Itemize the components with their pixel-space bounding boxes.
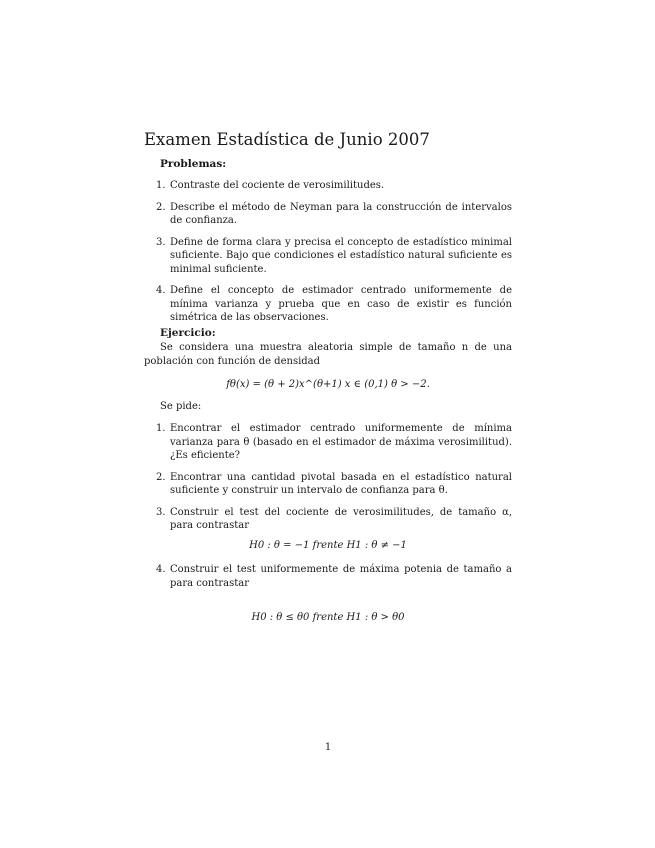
ejercicio-list-a (144, 422, 512, 533)
ejercicio-list-b (144, 563, 512, 590)
list-item: 4. Construir el test uniformemente de máxima potenia de tamaño a para contrastar (156, 564, 512, 589)
ejercicio-intro: Se considera una muestra aleatoria simple de tamaño n de una población con función de densidad (144, 342, 512, 367)
page-number: 1 (324, 742, 332, 753)
list-item: 4. Define el concepto de estimador centrado uniformemente de mínima varianza y prueba que en caso de existir es función simétrica de las observaciones. (156, 285, 512, 323)
se-pide: Se pide: (160, 401, 202, 412)
density-formula: fθ(x) = (θ + 2)x^(θ+1) x ∈ (0,1) θ > −2. (226, 379, 430, 390)
page-title: Examen Estadística de Junio 2007 (144, 130, 430, 149)
list-item: 2. Encontrar una cantidad pivotal basada en el estadístico natural suficiente y construir un intervalo de confianza para θ. (156, 471, 512, 496)
list-item: 1. Encontrar el estimador centrado uniformemente de mínima varianza para θ (basado en el estimador de máxima verosimilitud). ¿Es eficiente? (156, 423, 512, 461)
hypothesis-4: H0 : θ ≤ θ0 frente H1 : θ > θ0 (251, 612, 405, 623)
ejercicio-heading: Ejercicio: (160, 327, 216, 339)
problemas-list (144, 179, 512, 325)
hypothesis-3: H0 : θ = −1 frente H1 : θ ≠ −1 (249, 540, 407, 551)
list-item: 2. Describe el método de Neyman para la construcción de intervalos de confianza. (156, 201, 512, 226)
list-item: 1. Contraste del cociente de verosimilitudes. (156, 180, 385, 191)
list-item: 3. Define de forma clara y precisa el concepto de estadístico minimal suficiente. Bajo que condiciones el estadístico natural suficiente es minimal suficiente. (156, 236, 512, 275)
list-item: 3. Construir el test del cociente de verosimilitudes, de tamaño α, para contrastar (156, 506, 512, 531)
problemas-heading: Problemas: (160, 158, 227, 170)
